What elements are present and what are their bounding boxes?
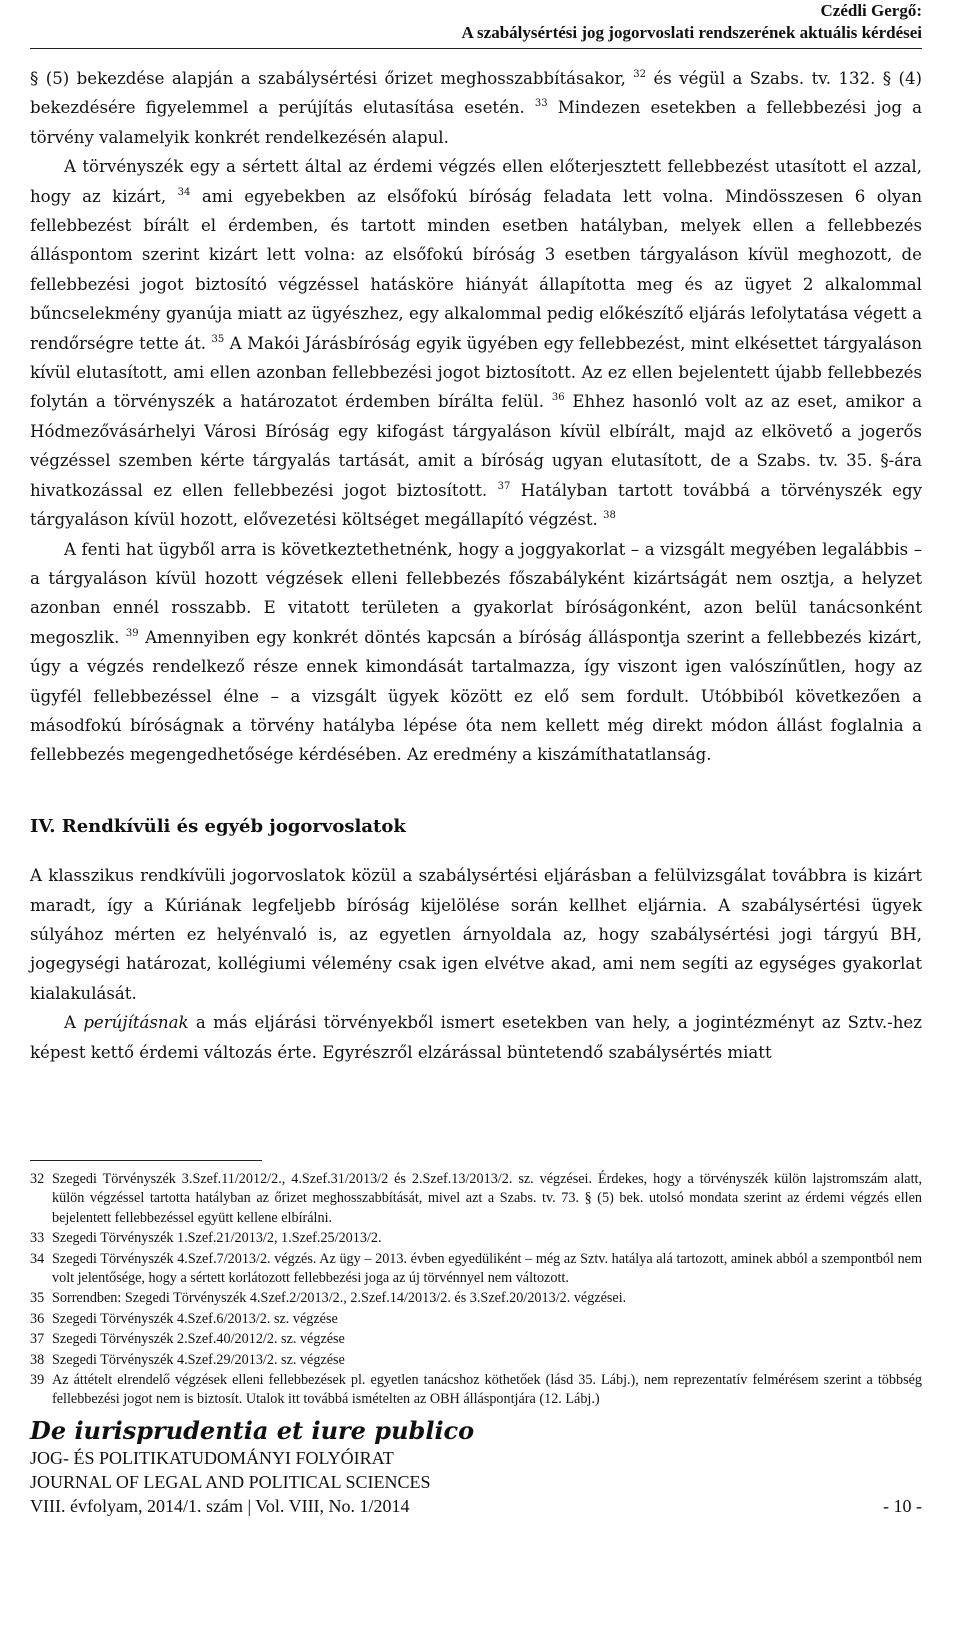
header-author: Czédli Gergő: [820, 1, 922, 20]
footnote-text: Szegedi Törvényszék 4.Szef.7/2013/2. végzés. Az ügy – 2013. évben egyedüliként – még az Sztv. hatálya alá tartozott, aminek abból a szempontból nem volt jelentősége, hogy a sértett korlátozott fellebbezési joga az új törvénnyel nem változott. [52, 1250, 922, 1287]
footnote-text: Szegedi Törvényszék 4.Szef.6/2013/2. sz. végzése [52, 1310, 338, 1327]
journal-subtitle-hu: JOG- ÉS POLITIKATUDOMÁNYI FOLYÓIRAT [30, 1448, 394, 1468]
running-header [461, 0, 922, 44]
footnote [30, 1170, 922, 1228]
header-title: A szabálysértési jog jogorvoslati rendszerének aktuális kérdései [461, 23, 922, 42]
footnote-text: Szegedi Törvényszék 1.Szef.21/2013/2, 1.Szef.25/2013/2. [52, 1230, 382, 1247]
footnote-number: 39 [30, 1372, 45, 1389]
text-run: a más eljárási törvényekből ismert esetekben van hely, a jogintézményt az Sztv.-hez képest kettő érdemi változás érte. Egyrészről elzárással büntetendő szabálysértés miatt [30, 1013, 922, 1062]
footnote-text: Sorrendben: Szegedi Törvényszék 4.Szef.2/2013/2., 2.Szef.14/2013/2. és 3.Szef.20/2013/2. végzései. [52, 1290, 627, 1307]
footnote-text: Szegedi Törvényszék 3.Szef.11/2012/2., 4.Szef.31/2013/2 és 2.Szef.13/2013/2. sz. végzései. Érdekes, hogy a törvényszék külön lajstromszám alatt, külön végzéssel tartotta hatályban az őrizet meghosszabbítását, mivel azt a Szabs. tv. 73. § (5) bek. utolsó mondata szerint az érdemi végzés ellen bejelentett fellebbezéssel együtt kellene elbírálni. [52, 1171, 922, 1226]
paragraph [30, 152, 922, 534]
page-number: - 10 - [883, 1496, 922, 1516]
text-run: ami egyebekben az elsőfokú bíróság feladata lett volna. Mindösszesen 6 olyan fellebbezést bírált el érdemben, és tartott minden esetben hatályban, melyek ellen a fellebbezés álláspontom szerint kizárt lett volna: az elsőfokú bíróság 3 esetben tárgyaláson kívül meghozott, de fellebbezési jogot biztosító végzéssel hatásköre hiányát állapította meg és az ügyet 2 alkalommal bűncselekmény gyanúja miatt az ügyészhez, egy alkalommal pedig előkészítő eljárás lefolytatása végett a rendőrségre tette át. [30, 186, 923, 353]
text-run: A fenti hat ügyből arra is következtethetnénk, hogy a joggyakorlat – a vizsgált megyében legalábbis – a tárgyaláson kívül hozott végzések elleni fellebbezés főszabályként kizártságát nem osztja, a helyzet azonban ennél rosszabb. E vitatott területen a gyakorlat bíróságonként, azon belül tanácsonként megoszlik. [30, 539, 922, 647]
text-run: Hatályban tartott továbbá a törvényszék egy tárgyaláson kívül hozott, elővezetési költséget megállapító végzést. [30, 480, 922, 530]
footnote-number: 35 [30, 1290, 45, 1307]
footnote [30, 1289, 922, 1308]
footnote [30, 1351, 922, 1370]
main-text [30, 64, 922, 1067]
footnote-number: 34 [30, 1250, 45, 1267]
header-divider [30, 48, 922, 49]
footnote-number: 36 [30, 1310, 45, 1327]
footnote-number: 38 [30, 1351, 45, 1368]
footnote-ref: 37 [497, 480, 511, 492]
journal-subtitle-en: JOURNAL OF LEGAL AND POLITICAL SCIENCES [30, 1472, 431, 1492]
text-run: Ehhez hasonló volt az az eset, amikor a Hódmezővásárhelyi Városi Bíróság egy kifogást tárgyaláson kívül elbírált, majd az elkövető a jogerős végzéssel szemben kérte tárgyalás tartását, amit a bíróság ugyan elutasított, de a Szabs. tv. 35. §-ára hivatkozással ez ellen fellebbezési jogot biztosított. [30, 392, 922, 500]
journal-title: De iurisprudentia et iure publico [30, 1416, 475, 1445]
footnote-text: Az áttételt elrendelő végzések elleni fellebbezések pl. egyetlen tanácshoz köthetőek (lásd 35. Lábj.), nem reprezentatív felmérésem szerint a többség fellebbezési jogot nem is biztosít. Utalok itt továbbá ismételten az OBH álláspontjára (12. Lábj.) [52, 1372, 922, 1408]
footnote-ref: 34 [177, 186, 191, 198]
footnote-ref: 38 [603, 510, 616, 522]
text-run: A [64, 1013, 84, 1033]
body-paragraphs [30, 64, 922, 770]
text-run: A Makói Járásbíróság egyik ügyében egy fellebbezést, mint elkésettet tárgyaláson kívül elutasított, ami ellen azonban fellebbezési jogot biztosított. Az ez ellen bejelentett újabb fellebbezés folytán a törvényszék a határozatot érdemben bírálta felül. [30, 333, 923, 412]
footnote-divider [30, 1160, 262, 1161]
text-run: és végül a Szabs. tv. 132. § (4) bekezdésére figyelemmel a perújítás elutasítása esetén. [30, 69, 923, 118]
section-heading: IV. Rendkívüli és egyéb jogorvoslatok [30, 815, 406, 837]
footnote [30, 1250, 922, 1289]
footer-issue-row [30, 1494, 922, 1518]
paragraph [30, 535, 922, 770]
text-run: Mindezen esetekben a fellebbezési jog a törvény valamelyik konkrét rendelkezésén alapul. [30, 98, 923, 147]
paragraph [30, 64, 922, 152]
footnote [30, 1229, 922, 1248]
footnote-text: Szegedi Törvényszék 4.Szef.29/2013/2. sz. végzése [52, 1351, 345, 1368]
footnote-number: 37 [30, 1331, 45, 1348]
footnote-ref: 32 [633, 69, 647, 80]
text-run: § (5) bekezdése alapján a szabálysértési őrizet meghosszabbításakor, [30, 69, 634, 88]
footnote-ref: 39 [125, 627, 139, 639]
issue-info: VIII. évfolyam, 2014/1. szám | Vol. VIII, No. 1/2014 [30, 1496, 410, 1516]
footnote-number: 32 [30, 1171, 45, 1187]
footnote-number: 33 [30, 1230, 45, 1247]
page-footer [30, 1416, 922, 1518]
footnote-ref: 36 [551, 392, 565, 404]
footnote-ref: 33 [534, 98, 548, 110]
emphasis-text: perújításnak [83, 1013, 189, 1033]
footnote [30, 1330, 922, 1349]
paragraph [30, 1008, 922, 1067]
section-paragraphs [30, 861, 922, 1067]
footnote-ref: 35 [211, 333, 225, 345]
paragraph [30, 861, 922, 1008]
footnote [30, 1371, 922, 1410]
footnote [30, 1310, 922, 1329]
footnote-text: Szegedi Törvényszék 2.Szef.40/2012/2. sz. végzése [52, 1331, 345, 1348]
footnotes [30, 1170, 922, 1410]
text-run: A törvényszék egy a sértett által az érdemi végzés ellen előterjesztett fellebbezést utasított el azzal, hogy az kizárt, [30, 157, 922, 206]
text-run: Amennyiben egy konkrét döntés kapcsán a bíróság álláspontja szerint a fellebbezés kizárt, úgy a végzés rendelkező része ennek kimondását tartalmazza, így viszont igen valószínűtlen, hogy az ügyfél fellebbezéssel élne – a vizsgált ügyek között ez elő sem fordult. Utóbbiból következően a másodfokú bíróságnak a törvény hatályba lépése óta nem kellett még direkt módon állást foglalnia a fellebbezés megengedhetősége kérdésében. Az eredmény a kiszámíthatatlanság. [30, 627, 923, 765]
text-run: A klasszikus rendkívüli jogorvoslatok közül a szabálysértési eljárásban a felülvizsgálat továbbra is kizárt maradt, így a Kúriának legfeljebb bíróság kijelölése során kellhet eljárnia. A szabálysértési ügyek súlyához mérten ez helyénvaló is, az egyetlen árnyoldala az, hogy szabálysértési jogi tárgyú BH, jogegységi határozat, kollégiumi vélemény csak igen elvétve akad, ami nem segíti az egységes gyakorlat kialakulását. [30, 866, 922, 1003]
